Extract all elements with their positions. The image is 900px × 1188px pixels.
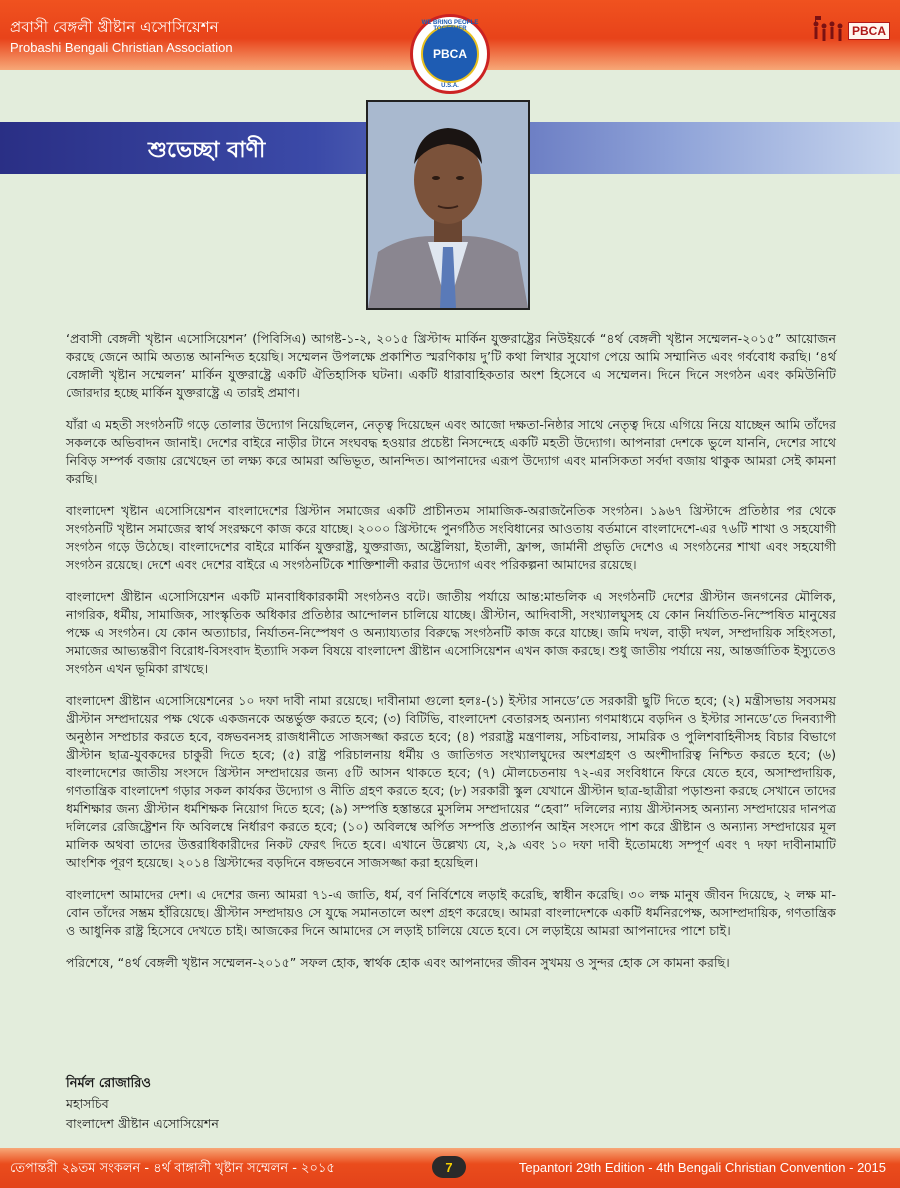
signatory-name: নির্মল রোজারিও <box>66 1076 151 1091</box>
logo-ring-text: WE BRING PEOPLE TOGETHER <box>421 20 479 32</box>
paragraph-7: পরিশেষে, “৪র্থ বেঙ্গলী খৃষ্টান সম্মেলন-২০১৫” সফল হোক, স্বার্থক হোক এবং আপনাদের জীবন সুখময় ও সুন্দর হোক সে কামনা করছি। <box>66 955 730 970</box>
message-body <box>66 330 836 986</box>
page-number: 7 <box>432 1156 466 1178</box>
paragraph-5: বাংলাদেশ খ্রীষ্টান এসোসিয়েশনের ১০ দফা দাবী নামা রয়েছে। দাবীনামা গুলো হলঃ-(১) ইস্টার সানডে’তে সরকারী ছুটি দিতে হবে; (২) মন্ত্রীসভায় সবসময় খ্রীস্টান সম্প্রদায়ের পক্ষ থেকে একজনকে অন্তর্ভুক্ত করতে হবে; (৩) বিটিভি, বাংলাদেশ বেতারসহ অন্যান্য গণমাধ্যমে বড়দিন ও ইস্টার সানডে’তে দিনব্যাপী অনুষ্ঠান সম্প্রচার করতে হবে, বঙ্গভবনসহ রাজধানীতে সাজসজ্জা করতে হবে; (৪) পররাষ্ট্র মন্ত্রণালয়, সচিবালয়, সামরিক ও পুলিশবাহিনীসহ বিচার বিভাগে খ্রীস্টান ছাত্র-যুবকদের চাকুরী দিতে হবে; (৫) রাষ্ট্র পরিচালনায় ধর্মীয় ও জাতিগত সংখ্যালঘুদের অংশগ্রহণ ও অংশীদারিত্ব নিশ্চিত করতে হবে; (৬) বাংলাদেশের জাতীয় সংসদে খ্রিস্টান সম্প্রদায়ের জন্য ৫টি আসন থাকতে হবে; (৭) মৌলচেতনায় ৭২-এর সংবিধানে ফিরে যেতে হবে, অসাম্প্রদায়িক, গণতান্ত্রিক বাংলাদেশ গড়ার সকল কার্যকর উদ্যোগ ও নীতি গ্রহণ করতে হবে; (৮) সরকারী স্কুল যেখানে খ্রীস্টান ছাত্র-ছাত্রীরা পড়াশুনা করছে সেখানে তাদের ধর্মশিক্ষার জন্য খ্রীস্টান ধর্মশিক্ষক নিয়োগ দিতে হবে; (৯) সম্পত্তি হস্তান্তরে মুসলিম সম্প্রদায়ের “হেবা” দলিলের ন্যায় খ্রীস্টানসহ অন্যান্য সম্প্রদায়ের দানপত্র দলিলের রেজিষ্ট্রেশন ফি অবিলম্বে নির্ধারণ করতে হবে; (১০) অবিলম্বে অর্পিত সম্পত্তি প্রত্যার্পন আইন সংসদে পাশ করে খ্রীষ্টান ও অন্যান্য সম্প্রদায়ের মূল মালিক অথবা তাদের উত্তরাধিকারীদের নিকট ফেরৎ দিতে হবে। এখানে উল্লেখ্য যে, ২,৯ এবং ১০ দফা দাবী ইতোমধ্যে সম্পূর্ণ এবং ৭ দফা দাবীনামাটি আংশিক পূরণ হয়েছে। ২০১৪ খ্রিস্টাব্দের বড়দিনে বঙ্গভবনে সাজসজ্জা করা হয়েছিল। <box>66 693 836 870</box>
signatory-organization: বাংলাদেশ খ্রীষ্টান এসোসিয়েশন <box>66 1116 219 1131</box>
logo-letters: PBCA <box>421 25 479 83</box>
footer-right-text: Tepantori 29th Edition - 4th Bengali Christian Convention - 2015 <box>518 1160 886 1175</box>
org-name-english: Probashi Bengali Christian Association <box>10 40 233 55</box>
portrait-photo <box>366 100 530 310</box>
signatory-designation: মহাসচিব <box>66 1096 109 1111</box>
org-name-bengali: প্রবাসী বেঙ্গলী খ্রীষ্টান এসোসিয়েশন <box>10 18 219 36</box>
footer-left-text: তেপান্তরী ২৯তম সংকলন - ৪র্থ বাঙ্গালী খৃষ্টান সম্মেলন - ২০১৫ <box>10 1161 335 1176</box>
page-title: শুভেচ্ছা বাণী <box>148 138 266 163</box>
paragraph-6: বাংলাদেশ আমাদের দেশ। এ দেশের জন্য আমরা ৭১-এ জাতি, ধর্ম, বর্ণ নির্বিশেষে লড়াই করেছি, স্বাধীন করেছি। ৩০ লক্ষ মানুষ জীবন দিয়েছে, ২ লক্ষ মা-বোন তাঁদের সম্ভ্রম হাঁরিয়েছে। খ্রীস্টান সম্প্রদায়ও সে যুদ্ধে সমানতালে অংশ গ্রহণ করেছে। আমরা বাংলাদেশকে একটি ধর্মনিরপেক্ষ, অসাম্প্রদায়িক, গণতান্ত্রিক ও আধুনিক রাষ্ট্র হিসেবে দেখতে চাই। আজকের দিনে আমাদের সে লড়াই চালিয়ে যেতে হবে। সে লড়াইয়ে আমরা আপনাদের পাশে চাই। <box>66 887 836 938</box>
logo-country: U.S.A. <box>441 83 459 89</box>
portrait-illustration <box>368 102 528 308</box>
paragraph-1: ‘প্রবাসী বেঙ্গলী খৃষ্টান এসোসিয়েশন’ (পিবিসিএ) আগষ্ট-১-২, ২০১৫ খ্রিস্টাব্দ মার্কিন যুক্তরাষ্ট্রের নিউইয়র্কে “৪র্থ বেঙ্গলী খৃষ্টান সম্মেলন-২০১৫” আয়োজন করছে জেনে আমি অত্যন্ত আনন্দিত হয়েছি। সম্মেলন উপলক্ষে প্রকাশিত স্মরণিকায় দু’টি কথা লিখার সুযোগ পেয়ে আমি সম্মানিত এবং গর্ববোধ করছি। ‘৪র্থ বেঙ্গালী খৃষ্টান সম্মেলন’ মার্কিন যুক্তরাষ্ট্রে একটি ঐতিহাসিক ঘটনা। একটি ধারাবাহিকতার অংশ হিসেবে এ সম্মেলন। দিনে দিনে সংগঠন এবং কমিউনিটি জোরদার হচ্ছে মার্কিন যুক্তরাষ্ট্রে এ তারই প্রমাণ। <box>66 331 836 400</box>
paragraph-3: বাংলাদেশ খৃষ্টান এসোসিয়েশন বাংলাদেশের খ্রিস্টান সমাজের একটি প্রাচীনতম সামাজিক-অরাজনৈতিক সংগঠন। ১৯৬৭ খ্রিস্টাব্দে প্রতিষ্ঠার পর থেকে সংগঠনটি খৃষ্টান সমাজের স্বার্থ সংরক্ষণে কাজ করে যাচ্ছে। ২০০০ খ্রিস্টাব্দে পুনর্গঠিত সংবিধানের আওতায় বর্তমানে বাংলাদেশে-এর ৭৬টি শাখা ও সহযোগী সংগঠন গড়ে উঠেছে। বাংলাদেশের বাইরে মার্কিন যুক্তরাষ্ট্র, যুক্তরাজ্য, অষ্ট্রেলিয়া, ইতালী, ফ্রান্স, জার্মানী প্রভৃতি দেশেও এ সংগঠনের শাখা এবং সহযোগী সংগঠন রয়েছে। দেশে এবং দেশের বাইরে এ সংগঠনটিকে শাক্তিশালী করার উদ্যোগ এবং পরিকল্পনা আমাদের রয়েছে। <box>66 503 836 572</box>
signature-block <box>66 1074 219 1134</box>
pbca-logo <box>410 14 490 94</box>
paragraph-4: বাংলাদেশ খ্রীষ্টান এসোসিয়েশন একটি মানবাধিকারকামী সংগঠনও বটে। জাতীয় পর্যায়ে আন্ত:মান্ডলিক এ সংগঠনটি দেশের খ্রীস্টান জনগনের মৌলিক, নাগরিক, ধর্মীয়, সামাজিক, সাংস্কৃতিক অধিকার প্রতিষ্ঠার আন্দোলন চালিয়ে যাচ্ছে। খ্রীস্টান, আদিবাসী, সংখ্যালঘুসহ যে কোন নির্যাতিত-নিস্পেষিত মানুষের পক্ষে এ সংগঠন। যে কোন অত্যাচার, নির্যাতন-নিস্পেষণ ও অন্যায্যতার বিরুদ্ধে সংগঠনটি কাজ করে যাচ্ছে। জমি দখল, বাড়ী দখল, সম্প্রদায়িক সহিংসতা, সমাজের আভ্যন্তরীণ বিরোধ-বিসংবাদ ইত্যাদি সকল বিষয়ে বাংলাদেশ খ্রীষ্টান এসোসিয়েশন এখন কাজ করছে। শুধু জাতীয় পর্যায়ে নয়, আন্তর্জাতিক ইস্যুতেও সংগঠন এখন ভূমিকা রাখছে। <box>66 589 836 676</box>
pbca-corner-badge: PBCA <box>848 22 890 40</box>
paragraph-2: যাঁরা এ মহতী সংগঠনটি গড়ে তোলার উদ্যোগ নিয়েছিলেন, নেতৃত্ব দিয়েছেন এবং আজো দক্ষতা-নিষ্ঠার সাথে নেতৃত্ব দিয়ে এগিয়ে নিয়ে যাচ্ছেন আমি তাঁদের সকলকে অভিবাদন জানাই। দেশের বাইরে নাড়ীর টানে সংঘবদ্ধ হওয়ার প্রচেষ্টা নিসন্দেহে একটি মহতী উদ্যোগ। আপনারা দেশকে ভুলে যাননি, দেশের সাথে নিবিড় সম্পর্ক বজায় রেখেছেন তা লক্ষ্য করে আমরা অভিভূত, আনন্দিত। আপনাদের এরূপ উদ্যোগ এবং মানসিকতা সর্বদা বজায় থাকুক আমরা সেই কামনা করছি। <box>66 417 836 486</box>
